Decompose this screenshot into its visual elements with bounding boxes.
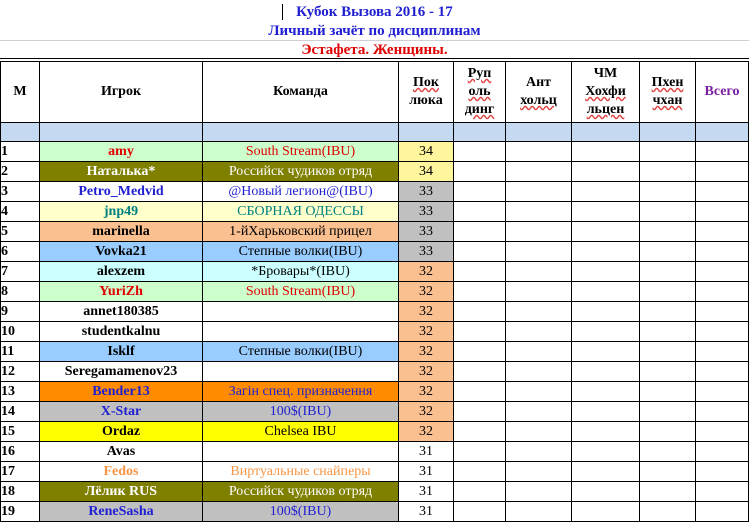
empty-cell[interactable] (506, 402, 572, 422)
score-cell[interactable]: 33 (399, 202, 454, 222)
score-cell[interactable]: 31 (399, 502, 454, 522)
place-cell[interactable]: 5 (1, 222, 40, 242)
empty-cell[interactable] (640, 422, 696, 442)
team-cell[interactable] (203, 362, 399, 382)
empty-cell[interactable] (506, 342, 572, 362)
empty-cell[interactable] (454, 222, 506, 242)
player-cell[interactable]: X-Star (40, 402, 203, 422)
empty-cell[interactable] (572, 382, 640, 402)
empty-cell[interactable] (696, 322, 749, 342)
player-cell[interactable]: ReneSasha (40, 502, 203, 522)
col-header-hochfilzen[interactable] (572, 62, 640, 123)
score-cell[interactable]: 33 (399, 182, 454, 202)
score-cell[interactable]: 32 (399, 362, 454, 382)
empty-cell[interactable] (572, 482, 640, 502)
empty-cell[interactable] (572, 462, 640, 482)
sheet-subtitle[interactable]: Личный зачёт по дисциплинам (268, 23, 481, 39)
empty-cell[interactable] (454, 162, 506, 182)
team-cell[interactable] (203, 302, 399, 322)
empty-cell[interactable] (506, 382, 572, 402)
place-cell[interactable]: 8 (1, 282, 40, 302)
team-cell[interactable]: South Stream(IBU) (203, 282, 399, 302)
header-text: льцен (586, 102, 625, 117)
score-cell[interactable]: 32 (399, 402, 454, 422)
empty-cell[interactable] (640, 502, 696, 522)
team-cell[interactable]: 100$(IBU) (203, 402, 399, 422)
empty-cell[interactable] (696, 282, 749, 302)
text-cursor (282, 4, 283, 20)
place-cell[interactable]: 16 (1, 442, 40, 462)
empty-cell[interactable] (640, 302, 696, 322)
empty-cell[interactable] (506, 142, 572, 162)
empty-cell[interactable] (572, 202, 640, 222)
score-cell[interactable]: 34 (399, 162, 454, 182)
table-row (1, 222, 749, 242)
col-header-pokljuka[interactable] (399, 62, 454, 123)
header-text: ЧМ (593, 66, 618, 81)
player-cell[interactable]: studentkalnu (40, 322, 203, 342)
empty-cell[interactable] (640, 382, 696, 402)
empty-cell[interactable] (506, 282, 572, 302)
player-cell[interactable]: amy (40, 142, 203, 162)
empty-cell[interactable] (454, 262, 506, 282)
header-text: Пхен (651, 75, 684, 90)
empty-cell[interactable] (454, 282, 506, 302)
empty-cell[interactable] (572, 362, 640, 382)
empty-cell[interactable] (572, 302, 640, 322)
band-cell[interactable] (1, 123, 40, 142)
header-text: Ант (525, 75, 552, 90)
table-row (1, 302, 749, 322)
empty-cell[interactable] (640, 242, 696, 262)
col-header-place[interactable]: М (1, 62, 40, 123)
section-title[interactable]: Эстафета. Женщины. (0, 41, 749, 59)
place-cell[interactable]: 1 (1, 142, 40, 162)
table-row (1, 142, 749, 162)
header-text: Руп (467, 66, 492, 81)
empty-cell[interactable] (454, 502, 506, 522)
player-cell[interactable]: Лёлик RUS (40, 482, 203, 502)
empty-cell[interactable] (640, 202, 696, 222)
header-text: Хохфи (585, 84, 626, 99)
team-cell[interactable] (203, 442, 399, 462)
empty-cell[interactable] (696, 262, 749, 282)
band-cell[interactable] (506, 123, 572, 142)
table-row (1, 282, 749, 302)
table-row (1, 362, 749, 382)
score-cell[interactable]: 33 (399, 222, 454, 242)
empty-cell[interactable] (572, 222, 640, 242)
empty-cell[interactable] (696, 362, 749, 382)
empty-cell[interactable] (506, 162, 572, 182)
empty-cell[interactable] (572, 242, 640, 262)
place-cell[interactable]: 15 (1, 422, 40, 442)
score-cell[interactable]: 31 (399, 482, 454, 502)
score-cell[interactable]: 32 (399, 342, 454, 362)
table-row (1, 462, 749, 482)
place-cell[interactable]: 11 (1, 342, 40, 362)
player-cell[interactable]: annet180385 (40, 302, 203, 322)
empty-cell[interactable] (696, 402, 749, 422)
empty-cell[interactable] (506, 242, 572, 262)
score-cell[interactable]: 34 (399, 142, 454, 162)
table-row (1, 342, 749, 362)
header-text: чхан (652, 93, 683, 108)
place-cell[interactable]: 2 (1, 162, 40, 182)
empty-cell[interactable] (454, 242, 506, 262)
team-cell[interactable]: *Бровары*(IBU) (203, 262, 399, 282)
place-cell[interactable]: 18 (1, 482, 40, 502)
empty-cell[interactable] (640, 362, 696, 382)
team-cell[interactable]: 100$(IBU) (203, 502, 399, 522)
place-cell[interactable]: 3 (1, 182, 40, 202)
place-cell[interactable]: 17 (1, 462, 40, 482)
team-cell[interactable]: Виртуальные снайперы (203, 462, 399, 482)
empty-cell[interactable] (696, 202, 749, 222)
team-cell[interactable]: Степные волки(IBU) (203, 342, 399, 362)
team-cell[interactable] (203, 322, 399, 342)
empty-cell[interactable] (696, 342, 749, 362)
place-cell[interactable]: 19 (1, 502, 40, 522)
team-cell[interactable]: Российск чудиков отряд (203, 482, 399, 502)
empty-cell[interactable] (454, 342, 506, 362)
table-row (1, 242, 749, 262)
table-row (1, 442, 749, 462)
empty-cell[interactable] (640, 262, 696, 282)
score-cell[interactable]: 31 (399, 442, 454, 462)
score-cell[interactable]: 32 (399, 322, 454, 342)
place-cell[interactable]: 9 (1, 302, 40, 322)
empty-cell[interactable] (506, 422, 572, 442)
col-header-ruhpolding[interactable] (454, 62, 506, 123)
empty-cell[interactable] (454, 182, 506, 202)
place-cell[interactable]: 14 (1, 402, 40, 422)
player-cell[interactable]: Isklf (40, 342, 203, 362)
empty-cell[interactable] (696, 242, 749, 262)
col-header-total[interactable]: Всего (696, 62, 749, 123)
header-text: динг (464, 102, 495, 117)
empty-cell[interactable] (640, 342, 696, 362)
empty-cell[interactable] (696, 382, 749, 402)
empty-cell[interactable] (454, 322, 506, 342)
place-cell[interactable]: 12 (1, 362, 40, 382)
empty-cell[interactable] (506, 442, 572, 462)
empty-cell[interactable] (572, 402, 640, 422)
empty-cell[interactable] (454, 402, 506, 422)
empty-cell[interactable] (454, 362, 506, 382)
empty-cell[interactable] (640, 222, 696, 242)
table-row (1, 262, 749, 282)
table-row (1, 322, 749, 342)
empty-cell[interactable] (506, 482, 572, 502)
player-cell[interactable]: YuriZh (40, 282, 203, 302)
empty-cell[interactable] (454, 482, 506, 502)
empty-cell[interactable] (696, 442, 749, 462)
player-cell[interactable]: alexzem (40, 262, 203, 282)
score-cell[interactable]: 31 (399, 462, 454, 482)
table-row (1, 482, 749, 502)
team-cell[interactable]: Степные волки(IBU) (203, 242, 399, 262)
empty-cell[interactable] (696, 302, 749, 322)
empty-cell[interactable] (454, 422, 506, 442)
empty-cell[interactable] (640, 282, 696, 302)
table-row (1, 182, 749, 202)
team-cell[interactable]: South Stream(IBU) (203, 142, 399, 162)
empty-cell[interactable] (454, 442, 506, 462)
empty-cell[interactable] (454, 142, 506, 162)
table-row (1, 422, 749, 442)
player-cell[interactable]: Fedos (40, 462, 203, 482)
header-text: оль (468, 84, 491, 99)
empty-cell[interactable] (640, 482, 696, 502)
empty-cell[interactable] (506, 262, 572, 282)
empty-cell[interactable] (454, 202, 506, 222)
empty-cell[interactable] (454, 462, 506, 482)
empty-cell[interactable] (640, 142, 696, 162)
standings-table (0, 61, 749, 522)
place-cell[interactable]: 10 (1, 322, 40, 342)
empty-cell[interactable] (696, 142, 749, 162)
empty-cell[interactable] (454, 382, 506, 402)
table-row (1, 502, 749, 522)
band-cell[interactable] (203, 123, 399, 142)
score-cell[interactable]: 32 (399, 382, 454, 402)
empty-cell[interactable] (572, 442, 640, 462)
empty-cell[interactable] (572, 182, 640, 202)
band-cell[interactable] (572, 123, 640, 142)
place-cell[interactable]: 6 (1, 242, 40, 262)
empty-cell[interactable] (572, 162, 640, 182)
empty-cell[interactable] (506, 322, 572, 342)
header-text: люка (409, 93, 443, 108)
team-cell[interactable]: 1-йХарьковский прицел (203, 222, 399, 242)
place-cell[interactable]: 4 (1, 202, 40, 222)
col-header-antholz[interactable] (506, 62, 572, 123)
empty-cell[interactable] (506, 502, 572, 522)
empty-cell[interactable] (640, 402, 696, 422)
empty-cell[interactable] (572, 262, 640, 282)
player-cell[interactable]: Наталька* (40, 162, 203, 182)
table-row (1, 402, 749, 422)
score-cell[interactable]: 32 (399, 422, 454, 442)
player-cell[interactable]: Petro_Medvid (40, 182, 203, 202)
player-cell[interactable]: jnp49 (40, 202, 203, 222)
band-cell[interactable] (454, 123, 506, 142)
empty-cell[interactable] (640, 162, 696, 182)
col-header-team[interactable]: Команда (203, 62, 399, 123)
place-cell[interactable]: 13 (1, 382, 40, 402)
empty-cell[interactable] (572, 422, 640, 442)
empty-cell[interactable] (696, 222, 749, 242)
player-cell[interactable]: Bender13 (40, 382, 203, 402)
sheet-title[interactable]: Кубок Вызова 2016 - 17 (296, 4, 453, 20)
empty-cell[interactable] (572, 142, 640, 162)
empty-cell[interactable] (696, 482, 749, 502)
empty-cell[interactable] (506, 462, 572, 482)
score-cell[interactable]: 32 (399, 262, 454, 282)
place-cell[interactable]: 7 (1, 262, 40, 282)
empty-cell[interactable] (572, 282, 640, 302)
team-cell[interactable]: Российск чудиков отряд (203, 162, 399, 182)
player-cell[interactable]: marinella (40, 222, 203, 242)
empty-cell[interactable] (696, 462, 749, 482)
team-cell[interactable]: Chelsea IBU (203, 422, 399, 442)
table-row (1, 202, 749, 222)
player-cell[interactable]: Avas (40, 442, 203, 462)
player-cell[interactable]: Vovka21 (40, 242, 203, 262)
band-cell[interactable] (399, 123, 454, 142)
header-row (1, 62, 749, 123)
band-cell[interactable] (640, 123, 696, 142)
empty-cell[interactable] (572, 322, 640, 342)
col-header-player[interactable]: Игрок (40, 62, 203, 123)
player-cell[interactable]: Seregamamenov23 (40, 362, 203, 382)
empty-cell[interactable] (572, 502, 640, 522)
score-cell[interactable]: 32 (399, 282, 454, 302)
empty-cell[interactable] (572, 342, 640, 362)
col-header-pyeongchang[interactable] (640, 62, 696, 123)
empty-cell[interactable] (506, 302, 572, 322)
empty-cell[interactable] (640, 462, 696, 482)
header-text: хольц (520, 93, 557, 108)
table-row (1, 162, 749, 182)
table-row (1, 382, 749, 402)
team-cell[interactable]: СБОРНАЯ ОДЕССЫ (203, 202, 399, 222)
empty-cell[interactable] (506, 182, 572, 202)
empty-cell[interactable] (506, 362, 572, 382)
team-cell[interactable]: @Новый легион@(IBU) (203, 182, 399, 202)
empty-cell[interactable] (640, 442, 696, 462)
empty-cell[interactable] (506, 222, 572, 242)
empty-cell[interactable] (454, 302, 506, 322)
empty-cell[interactable] (696, 162, 749, 182)
score-cell[interactable]: 33 (399, 242, 454, 262)
empty-cell[interactable] (640, 182, 696, 202)
empty-cell[interactable] (696, 182, 749, 202)
empty-cell[interactable] (696, 422, 749, 442)
empty-cell[interactable] (506, 202, 572, 222)
band-row (1, 123, 749, 142)
header-text: Пок (413, 75, 439, 90)
band-cell[interactable] (40, 123, 203, 142)
player-cell[interactable]: Ordaz (40, 422, 203, 442)
band-cell[interactable] (696, 123, 749, 142)
team-cell[interactable]: Загін спец. призначення (203, 382, 399, 402)
empty-cell[interactable] (640, 322, 696, 342)
score-cell[interactable]: 32 (399, 302, 454, 322)
empty-cell[interactable] (696, 502, 749, 522)
